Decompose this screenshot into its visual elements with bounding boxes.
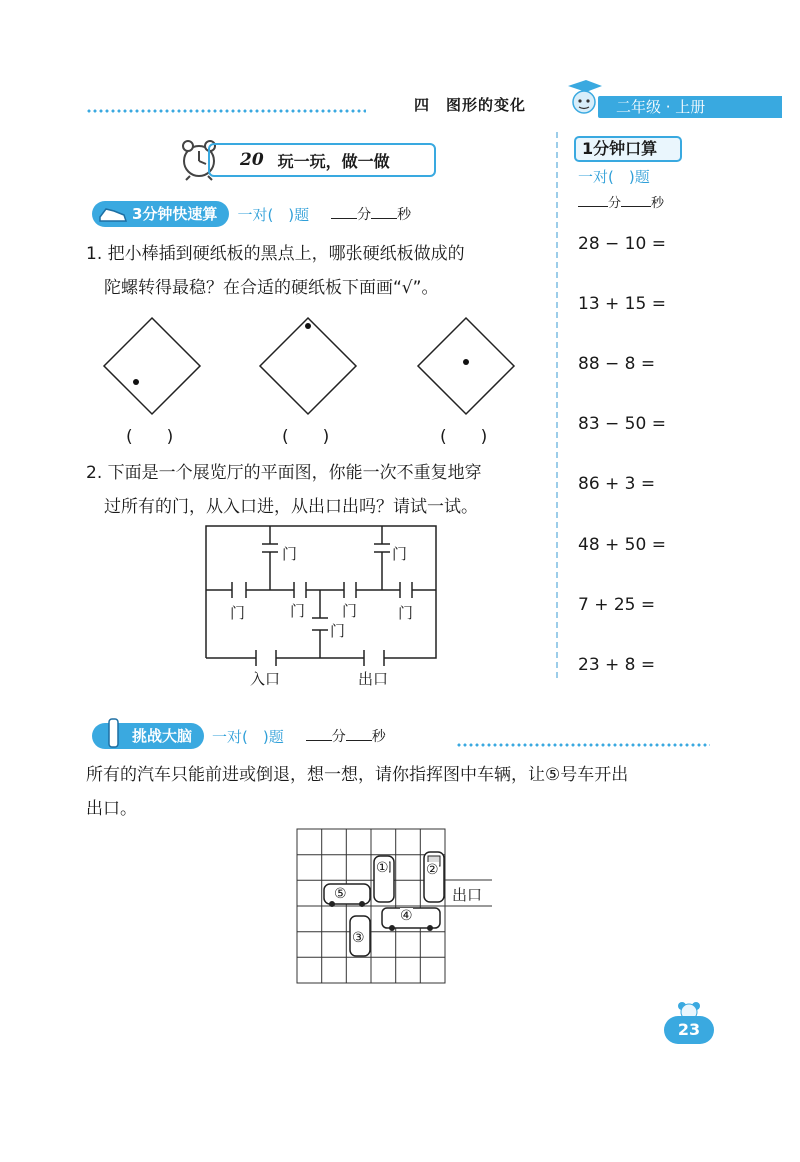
quick-calc-time: 分 秒: [331, 204, 411, 224]
door-label: 门: [392, 545, 408, 563]
parking-grid: [296, 828, 496, 986]
spinner-cards: [100, 312, 540, 416]
header-dotted-rule: [86, 108, 366, 114]
oral-expression: 83 − 50 =: [578, 414, 666, 434]
seconds-blank[interactable]: [371, 204, 397, 219]
quick-calc-count: 一对( )题: [237, 205, 310, 224]
challenge-tag: [92, 722, 386, 750]
oral-calc-count: 一对( )题: [578, 168, 650, 186]
answer-box-a[interactable]: ( ): [126, 427, 174, 447]
oral-expression: 7 + 25 =: [578, 595, 656, 615]
oral-expression: 28 − 10 =: [578, 234, 666, 254]
graduate-mascot-icon: [562, 76, 608, 122]
q1-line1: 1. 把小棒插到硬纸板的黑点上，哪张硬纸板做成的: [86, 244, 465, 264]
exit-label: 出口: [358, 670, 389, 688]
answer-box-b[interactable]: ( ): [282, 427, 330, 447]
challenge-line1: 所有的汽车只能前进或倒退，想一想，请你指挥图中车辆，让⑤号车开出: [86, 765, 629, 785]
grade-badge: 二年级 · 上册: [598, 96, 782, 118]
oral-calc-time: 分 秒: [578, 192, 664, 211]
car-5-label: ⑤: [334, 886, 347, 902]
oral-calc-title: 1分钟口算: [574, 136, 682, 162]
oral-expression: 13 + 15 =: [578, 294, 666, 314]
car-1-label: ①: [376, 860, 389, 876]
lesson-title: 玩一玩，做一做: [277, 151, 390, 171]
oral-expression: 48 + 50 =: [578, 535, 666, 555]
card-c[interactable]: [418, 318, 514, 414]
card-b-dot: [305, 323, 311, 329]
oral-expression: 23 + 8 =: [578, 655, 656, 675]
car-3-label: ③: [352, 930, 365, 946]
sneaker-icon: [96, 195, 130, 229]
page-number: 23: [664, 1016, 714, 1044]
card-a-dot: [133, 379, 139, 385]
minutes-blank[interactable]: [578, 192, 608, 207]
q2-line1: 2. 下面是一个展览厅的平面图，你能一次不重复地穿: [86, 463, 482, 483]
number-one-icon: [96, 717, 130, 751]
car-2-label: ②: [426, 862, 439, 878]
door-label: 门: [342, 602, 358, 620]
door-label: 门: [290, 602, 306, 620]
challenge-line2: 出口。: [86, 799, 137, 819]
grid-exit-label: 出口: [452, 886, 483, 904]
challenge-label: 挑战大脑: [132, 727, 193, 745]
challenge-time: 分 秒: [306, 726, 386, 746]
door-label: 门: [398, 604, 414, 622]
entrance-label: 入口: [250, 670, 281, 688]
minutes-blank[interactable]: [331, 204, 357, 219]
card-c-dot: [463, 359, 469, 365]
card-a[interactable]: [104, 318, 200, 414]
chapter-title: 四 图形的变化: [414, 96, 527, 114]
q1-line2: 陀螺转得最稳？在合适的硬纸板下面画“√”。: [104, 278, 439, 298]
oral-expression: 86 + 3 =: [578, 474, 656, 494]
minutes-blank[interactable]: [306, 726, 332, 741]
answer-box-c[interactable]: ( ): [440, 427, 488, 447]
challenge-count: 一对( )题: [212, 727, 284, 746]
card-b[interactable]: [260, 318, 356, 414]
seconds-blank[interactable]: [621, 192, 651, 207]
quick-calc-tag: [92, 200, 411, 228]
lesson-title-box: [208, 143, 436, 177]
lesson-number: 20: [240, 150, 264, 170]
door-label: 门: [282, 545, 298, 563]
door-label: 门: [230, 604, 246, 622]
q2-line2: 过所有的门，从入口进，从出口出吗？请试一试。: [104, 497, 478, 517]
seconds-blank[interactable]: [346, 726, 372, 741]
car-4-label: ④: [400, 908, 413, 924]
column-divider: [556, 132, 558, 678]
door-label: 门: [330, 622, 346, 640]
quick-calc-label: 3分钟快速算: [132, 205, 218, 223]
challenge-dotted-rule: [456, 742, 710, 748]
oral-expression: 88 − 8 =: [578, 354, 656, 374]
car-5[interactable]: [324, 884, 370, 907]
